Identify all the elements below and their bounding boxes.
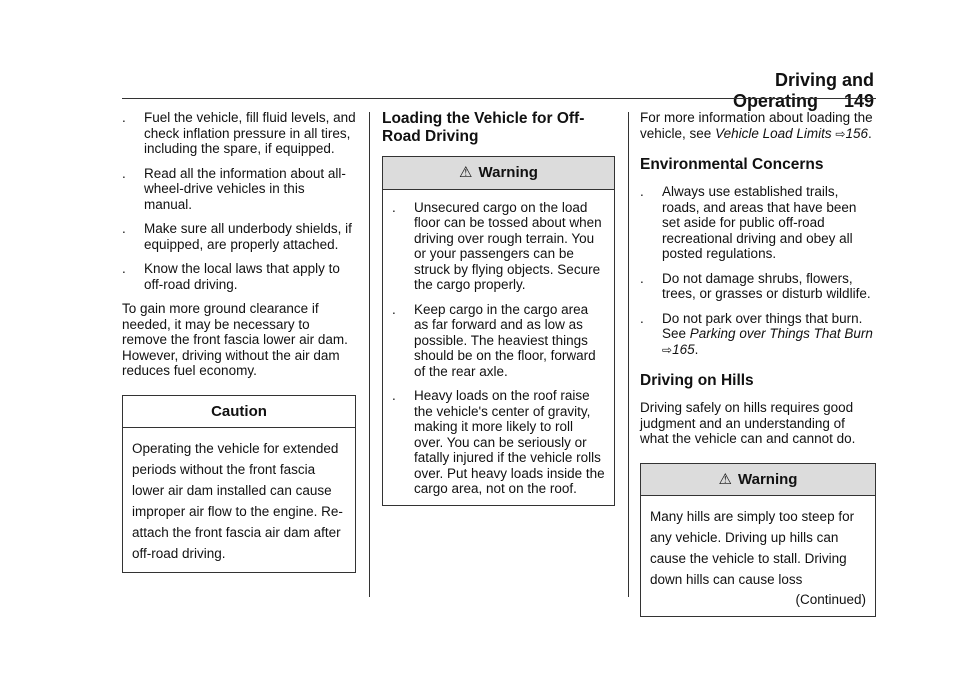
- environmental-heading: Environmental Concerns: [640, 156, 824, 173]
- caution-text: Operating the vehicle for extended periods without the front fascia lower air dam installed can cause improper air flow to the engine. Re-attach the front fascia air dam after off-road driving.: [132, 441, 343, 561]
- ground-clearance-paragraph: To gain more ground clearance if needed, it may be necessary to remove the front fascia lower air dam. However, driving without the air dam reduces fuel economy.: [122, 301, 348, 378]
- bullet-item: . Read all the information about all-wheel-drive vehicles in this manual.: [122, 165, 346, 212]
- link-vehicle-load-limits[interactable]: Vehicle Load Limits: [715, 125, 832, 141]
- column-3: [640, 110, 876, 617]
- column-divider-1: [369, 112, 370, 597]
- bullet-item: . Know the local laws that apply to off-road driving.: [122, 261, 340, 292]
- bullet-item: . Keep cargo in the cargo area as far forward and as low as possible. The heaviest things should be on the floor, forward of the rear axle.: [392, 301, 596, 379]
- hills-heading: Driving on Hills: [640, 372, 754, 389]
- warning-title: Warning: [478, 164, 538, 181]
- loading-heading: Loading the Vehicle for Off-Road Driving: [382, 110, 585, 145]
- bullet-item: . Make sure all underbody shields, if equipped, are properly attached.: [122, 221, 352, 252]
- hills-paragraph: Driving safely on hills requires good judgment and an understanding of what the vehicle can and cannot do.: [640, 400, 856, 446]
- load-limits-paragraph: For more information about loading the vehicle, see Vehicle Load Limits ⇨156.: [640, 110, 873, 141]
- section-title: Driving and Operating: [732, 70, 874, 111]
- warning-icon: ⚠: [718, 470, 732, 488]
- bullet-item: . Heavy loads on the roof raise the vehicle's center of gravity, making it more likely to roll over. You can be seriously or fatally injured if the vehicle rolls over. Put heavy loads inside the cargo area, not on the roof.: [392, 388, 605, 496]
- warning-box-hills: [640, 463, 876, 617]
- column-2: [382, 110, 615, 506]
- bullet-item: . Fuel the vehicle, fill fluid levels, and check inflation pressure in all tires, including the spare, if equipped.: [122, 110, 356, 156]
- bullet-item: . Unsecured cargo on the load floor can be tossed about when driving over rough terrain. You or your passengers can be struck by flying objects. Secure the cargo properly.: [392, 199, 602, 292]
- page-number: 149: [843, 91, 874, 111]
- page-ref-icon: ⇨: [662, 342, 673, 357]
- warning-icon: ⚠: [459, 164, 473, 181]
- continued-label: (Continued): [795, 592, 866, 607]
- page-ref-icon: ⇨: [835, 126, 846, 141]
- page-header: [634, 70, 874, 112]
- column-divider-2: [628, 112, 629, 597]
- hills-warning-text: Many hills are simply too steep for any vehicle. Driving up hills can cause the vehicle to stall. Driving down hills can cause loss: [650, 509, 855, 587]
- header-rule: [122, 98, 876, 99]
- warning-title: Warning: [738, 470, 798, 488]
- bullet-item: . Always use established trails, roads, and areas that have been set aside for public off-road recreational driving and obey all posted regulations.: [640, 184, 857, 261]
- warning-box-loading: [382, 156, 615, 506]
- link-parking-over-things[interactable]: Parking over Things That Burn: [689, 326, 873, 341]
- column-1: [122, 110, 356, 573]
- caution-box: [122, 395, 356, 574]
- bullet-item: . Do not park over things that burn. See Parking over Things That Burn ⇨165.: [640, 310, 873, 357]
- caution-title: Caution: [123, 396, 355, 429]
- bullet-item: . Do not damage shrubs, flowers, trees, or grasses or disturb wildlife.: [640, 270, 871, 301]
